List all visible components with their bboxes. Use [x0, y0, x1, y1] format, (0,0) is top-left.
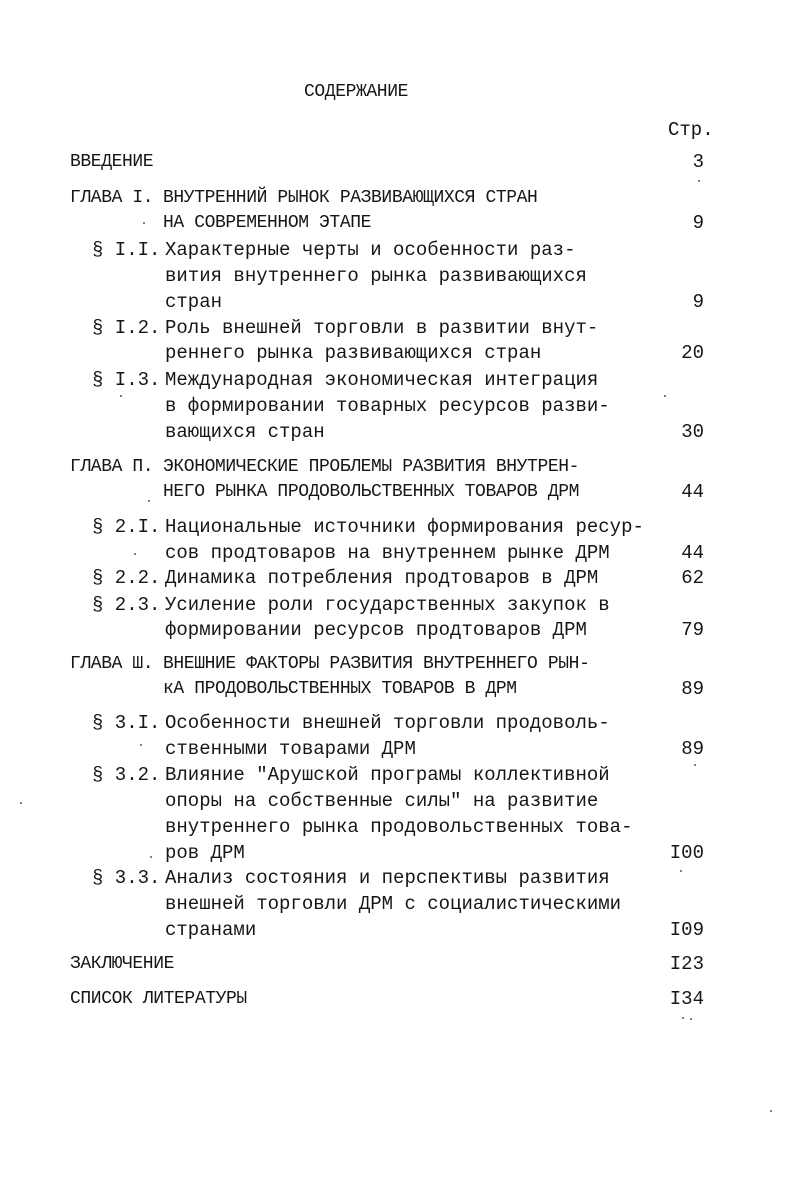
- toc-section-1-2-line-1: Роль внешней торговли в развитии внут-: [165, 317, 599, 339]
- toc-section-1-2-label: § I.2.: [92, 317, 161, 339]
- toc-page-introduction: 3: [692, 151, 704, 173]
- toc-section-1-3-line-1: Международная экономическая интеграция: [165, 369, 599, 391]
- scan-speck: [143, 222, 145, 224]
- toc-section-3-2-line-4: ров ДРМ: [165, 842, 245, 864]
- toc-section-2-2-line-1: Динамика потребления продтоваров в ДРМ: [165, 567, 599, 589]
- toc-section-3-2-line-3: внутреннего рынка продовольственных това-: [165, 816, 633, 838]
- toc-section-1-3-line-3: вающихся стран: [165, 421, 325, 443]
- toc-entry-introduction: ВВЕДЕНИЕ: [70, 152, 154, 172]
- toc-section-3-3-line-3: странами: [165, 919, 257, 941]
- toc-chapter-3-label: ГЛАВА Ш.: [70, 654, 154, 674]
- scan-speck: [120, 395, 122, 397]
- toc-chapter-2-page: 44: [681, 481, 704, 503]
- toc-section-1-3-page: 30: [681, 421, 704, 443]
- page-title: СОДЕРЖАНИЕ: [303, 82, 409, 102]
- toc-section-3-1-line-2: ственными товарами ДРМ: [165, 738, 416, 760]
- toc-section-3-3-line-1: Анализ состояния и перспективы развития: [165, 867, 610, 889]
- toc-section-1-1-label: § I.I.: [92, 239, 161, 261]
- toc-page-conclusion: I23: [669, 953, 704, 975]
- scan-speck: [148, 500, 150, 502]
- scan-speck: [698, 180, 700, 182]
- toc-section-2-3-label: § 2.3.: [92, 594, 161, 616]
- toc-section-2-2-page: 62: [681, 567, 704, 589]
- toc-section-1-1-line-3: стран: [165, 291, 223, 313]
- toc-section-2-2-label: § 2.2.: [92, 567, 161, 589]
- toc-section-2-3-line-2: формировании ресурсов продтоваров ДРМ: [165, 619, 587, 641]
- toc-chapter-3-line-1: ВНЕШНИЕ ФАКТОРЫ РАЗВИТИЯ ВНУТРЕННЕГО РЫН-: [163, 654, 590, 674]
- scan-speck: [150, 856, 152, 858]
- toc-section-1-2-page: 20: [681, 342, 704, 364]
- scan-speck: [140, 744, 142, 746]
- toc-section-1-1-page: 9: [692, 291, 704, 313]
- toc-chapter-3-page: 89: [681, 678, 704, 700]
- toc-entry-conclusion: ЗАКЛЮЧЕНИЕ: [70, 954, 175, 974]
- scan-speck: [682, 1017, 684, 1019]
- toc-section-3-2-page: I00: [669, 842, 704, 864]
- toc-section-2-1-page: 44: [681, 542, 704, 564]
- toc-chapter-2-line-2: НЕГО РЫНКА ПРОДОВОЛЬСТВЕННЫХ ТОВАРОВ ДРМ: [163, 482, 580, 502]
- scan-speck: [770, 1110, 772, 1112]
- toc-chapter-1-line-1: ВНУТРЕННИЙ РЫНОК РАЗВИВАЮЩИХСЯ СТРАН: [163, 188, 538, 208]
- toc-section-3-2-line-1: Влияние "Арушской програмы коллективной: [165, 764, 610, 786]
- scan-speck: [20, 802, 22, 804]
- toc-section-3-1-line-1: Особенности внешней торговли продоволь-: [165, 712, 610, 734]
- toc-section-2-1-line-1: Национальные источники формирования ресур-: [165, 516, 644, 538]
- scan-speck: [680, 870, 682, 872]
- toc-section-1-3-line-2: в формировании товарных ресурсов разви-: [165, 395, 610, 417]
- toc-chapter-2-label: ГЛАВА П.: [70, 457, 154, 477]
- scan-speck: [690, 1018, 692, 1020]
- toc-chapter-1-line-2: НА СОВРЕМЕННОМ ЭТАПЕ: [163, 213, 372, 233]
- toc-section-2-3-page: 79: [681, 619, 704, 641]
- toc-section-1-2-line-2: реннего рынка развивающихся стран: [165, 342, 542, 364]
- toc-page-bibliography: I34: [669, 988, 704, 1010]
- toc-chapter-1-page: 9: [692, 212, 704, 234]
- scan-speck: [694, 764, 696, 766]
- page-column-header: Стр.: [668, 119, 714, 141]
- toc-section-3-3-page: I09: [669, 919, 704, 941]
- toc-chapter-2-line-1: ЭКОНОМИЧЕСКИЕ ПРОБЛЕМЫ РАЗВИТИЯ ВНУТРЕН-: [163, 457, 580, 477]
- toc-section-2-1-line-2: сов продтоваров на внутреннем рынке ДРМ: [165, 542, 610, 564]
- toc-section-2-3-line-1: Усиление роли государственных закупок в: [165, 594, 610, 616]
- toc-section-2-1-label: § 2.I.: [92, 516, 161, 538]
- toc-section-3-2-label: § 3.2.: [92, 764, 161, 786]
- toc-chapter-3-line-2: кА ПРОДОВОЛЬСТВЕННЫХ ТОВАРОВ В ДРМ: [163, 679, 517, 699]
- toc-section-1-3-label: § I.3.: [92, 369, 161, 391]
- toc-entry-bibliography: СПИСОК ЛИТЕРАТУРЫ: [70, 989, 247, 1009]
- scan-speck: [664, 395, 666, 397]
- toc-section-1-1-line-2: вития внутреннего рынка развивающихся: [165, 265, 587, 287]
- toc-section-1-1-line-1: Характерные черты и особенности раз-: [165, 239, 576, 261]
- toc-section-3-1-page: 89: [681, 738, 704, 760]
- toc-section-3-3-line-2: внешней торговли ДРМ с социалистическими: [165, 893, 622, 915]
- scan-speck: [134, 553, 136, 555]
- toc-section-3-2-line-2: опоры на собственные силы" на развитие: [165, 790, 599, 812]
- toc-section-3-1-label: § 3.I.: [92, 712, 161, 734]
- toc-section-3-3-label: § 3.3.: [92, 867, 161, 889]
- toc-chapter-1-label: ГЛАВА I.: [70, 188, 154, 208]
